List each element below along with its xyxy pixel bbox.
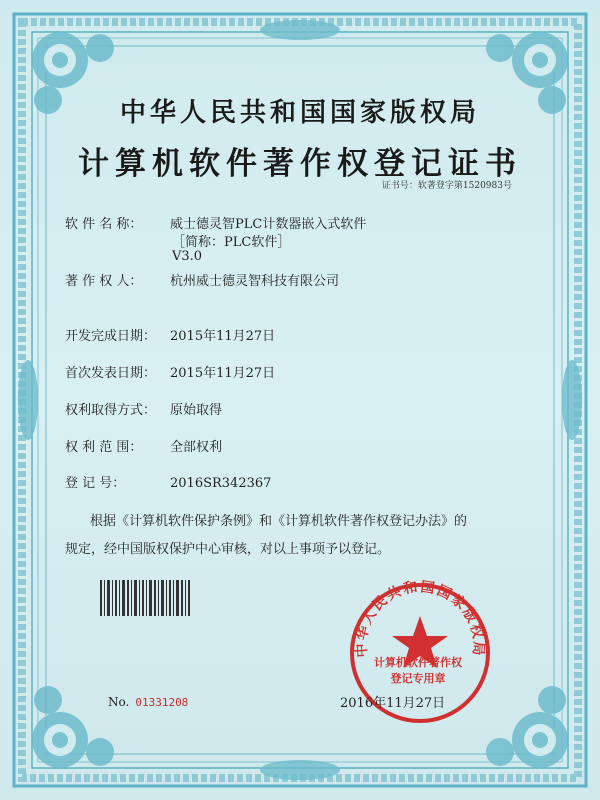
barcode-icon xyxy=(100,580,190,616)
seal-center-line-1: 计算机软件著作权 xyxy=(374,656,462,669)
field-label: 权 利 范 围： xyxy=(65,440,143,455)
issue-date: 2016年11月27日 xyxy=(340,696,446,711)
field-registration-number xyxy=(65,472,271,491)
seal-center-line-2: 登记专用章 xyxy=(390,672,446,685)
body-paragraph-line-2: 规定，经中国版权保护中心审核，对以上事项予以登记。 xyxy=(65,542,391,557)
corner-ornament-br xyxy=(486,686,568,768)
field-label: 著 作 权 人： xyxy=(65,274,143,289)
seal-ring-text: 中华人民共和国国家版权局 xyxy=(353,579,487,658)
field-value: 威士德灵智PLC计数器嵌入式软件 xyxy=(170,217,367,232)
field-publication-date xyxy=(65,362,275,381)
certificate-title: 计算机软件著作权登记证书 xyxy=(78,146,522,182)
field-label: 首次发表日期： xyxy=(65,366,157,381)
field-label: 权利取得方式： xyxy=(65,403,157,418)
field-value: 杭州威士德灵智科技有限公司 xyxy=(170,274,340,289)
field-value: 全部权利 xyxy=(170,440,223,455)
software-short-name: ［简称：PLC软件］ xyxy=(172,235,291,250)
software-version: V3.0 xyxy=(172,249,203,264)
certificate-number: 证书号：软著登字第1520983号 xyxy=(381,181,512,191)
field-value: 2016SR342367 xyxy=(170,476,272,491)
field-acquisition-method xyxy=(65,399,222,418)
field-completion-date xyxy=(65,325,275,344)
serial-prefix: No. xyxy=(108,695,130,709)
serial-value: 01331208 xyxy=(135,696,189,709)
field-software-name xyxy=(65,213,366,232)
field-rights-scope xyxy=(65,436,222,455)
field-value: 原始取得 xyxy=(170,403,223,418)
field-label: 登 记 号： xyxy=(65,476,126,491)
body-paragraph-line-1: 根据《计算机软件保护条例》和《计算机软件著作权登记办法》的 xyxy=(90,514,468,529)
field-copyright-owner xyxy=(65,270,339,289)
field-value: 2015年11月27日 xyxy=(170,329,276,344)
serial-number xyxy=(108,695,188,709)
issuing-authority: 中华人民共和国国家版权局 xyxy=(119,98,480,128)
field-label: 软 件 名 称： xyxy=(65,217,143,232)
field-value: 2015年11月27日 xyxy=(170,366,276,381)
corner-ornament-bl xyxy=(32,686,114,768)
field-label: 开发完成日期： xyxy=(65,329,157,344)
